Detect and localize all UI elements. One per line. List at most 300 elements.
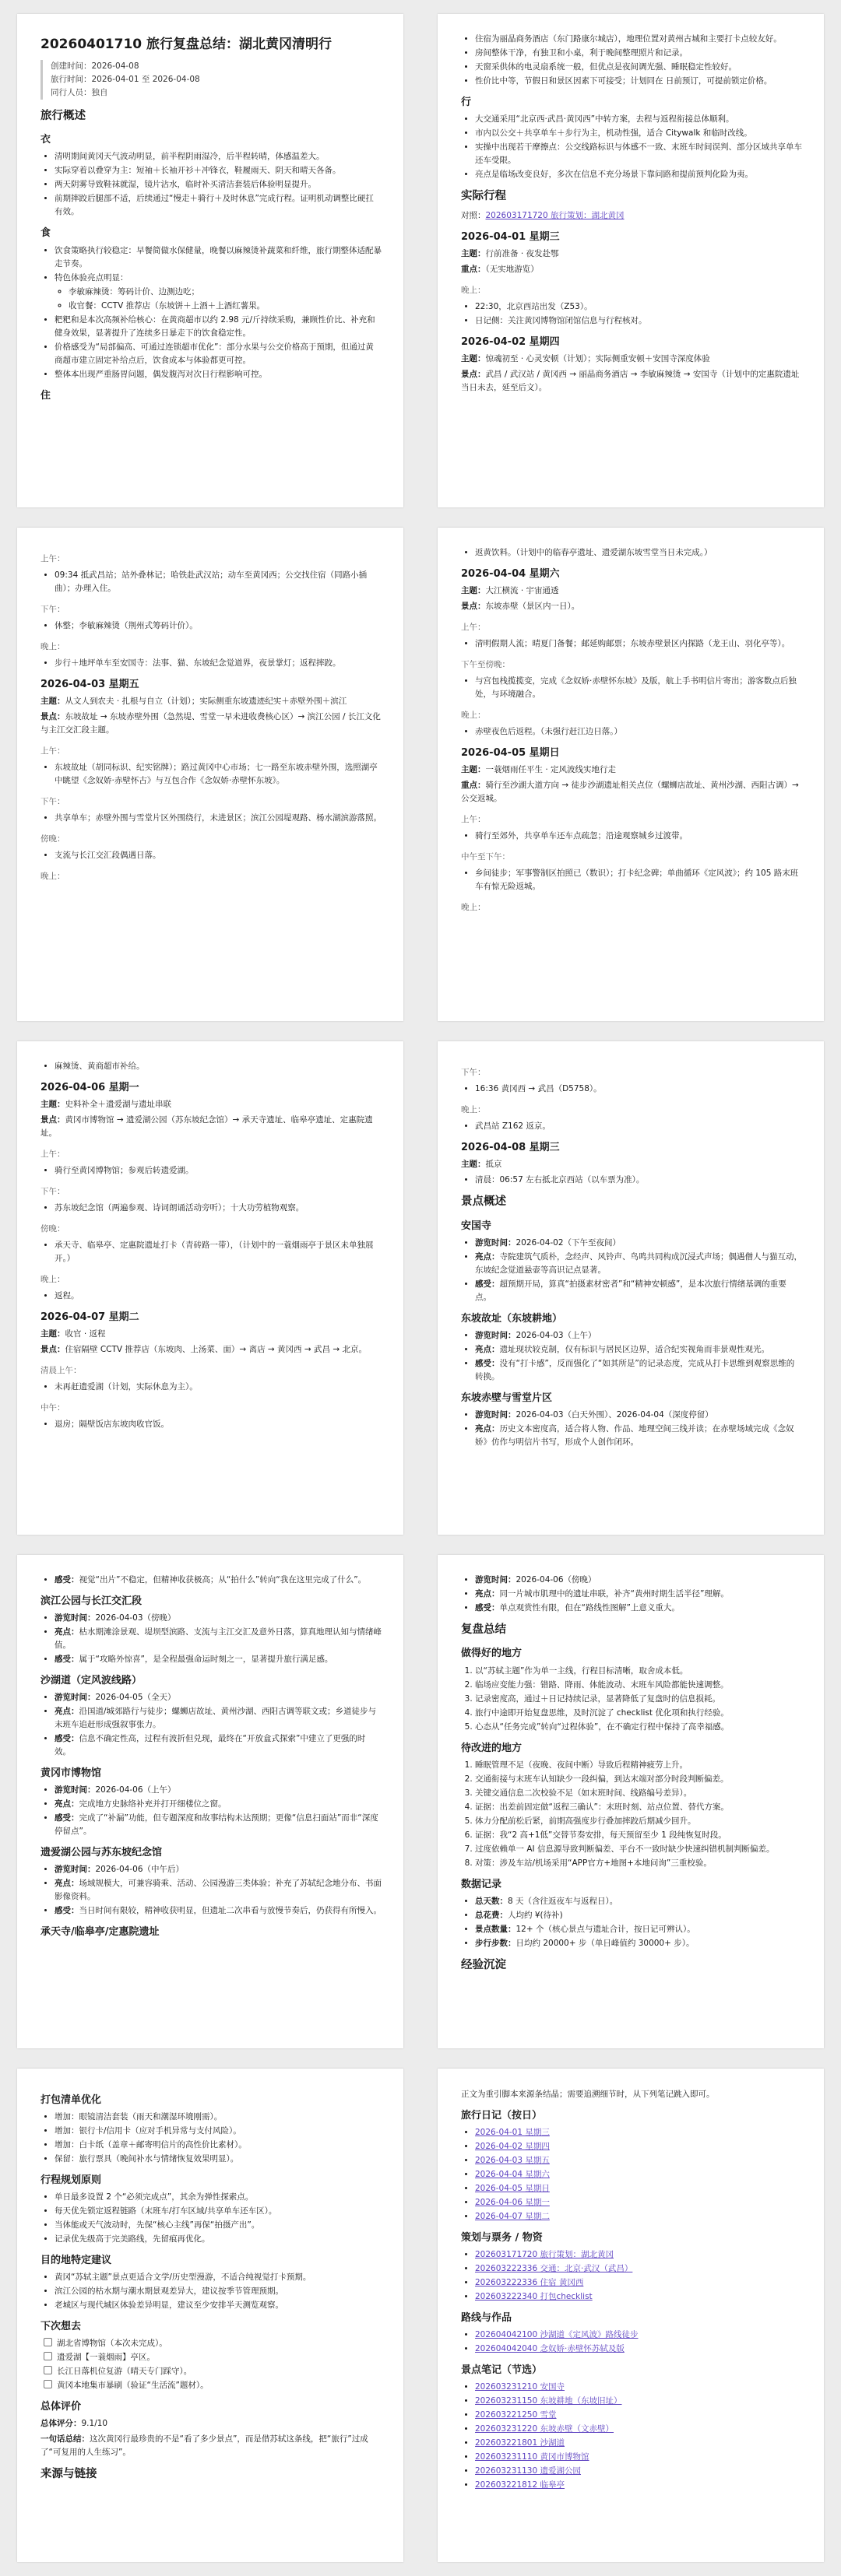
checklist-item[interactable]: [44, 2351, 382, 2364]
item-key: 游览时间：: [475, 1409, 516, 1420]
list-item: [475, 1923, 802, 1936]
section-review: 复盘总结: [461, 1623, 506, 1636]
list-diary-links: [461, 2126, 802, 2223]
list-item: • 清晨：06:57 左右抵北京西站（以车票为准）。: [475, 1174, 802, 1187]
list-item: ◦ 李敏麻辣烫：筹码计价、边测边吃；: [69, 286, 382, 299]
list-item: • 饮食策略执行较稳定：早餐简做水保健量，晚餐以麻辣烫补蔬菜和纤维，旅行期整体适配暴走节奏。: [55, 244, 382, 271]
list-item: [55, 1812, 382, 1838]
list-item: [55, 1732, 382, 1759]
list-item: [475, 1343, 802, 1356]
list-item: • 两天阴雾导致鞋袜就湿，镜片沾水，临时补买清洁套装后体验明显提升。: [55, 178, 382, 191]
list-day-5-night: [40, 1060, 382, 1073]
checkbox-icon[interactable]: [44, 2352, 52, 2360]
list-item: [475, 1909, 802, 1922]
theme-text: 一蓑烟雨任平生 · 定风波线实地行走: [485, 765, 617, 775]
day-2-title: 2026-04-02 星期四: [461, 335, 560, 348]
scenic-7-title: 遗爱湖公园与苏东坡纪念馆: [40, 1847, 163, 1859]
list-item: 8. 对策：涉及车站/机场采用“APP官方+地图+本地问询”三重校验。: [475, 1857, 802, 1870]
scenic-5-title: 沙湖道（定风波线路）: [40, 1675, 143, 1687]
list-day-3-evening: [40, 849, 382, 862]
scenic-4-title: 滨江公园与长江交汇段: [40, 1595, 143, 1607]
list-item: [55, 1691, 382, 1704]
theme-text: 惊魂初至 · 心灵安顿（计划）；实际侧重安顿＋安国寺深度体验: [485, 353, 710, 363]
heading-food: 食: [40, 227, 51, 240]
list-day-3-afternoon: [40, 812, 382, 825]
list-item: • 共享单车；赤壁外围与雪堂片区外围绕行，未进景区；滨江公园堤观路、杨水湖滨游落照。: [55, 812, 382, 825]
list-day-4-afternoon: [461, 675, 802, 701]
day-5-spots: [461, 779, 802, 805]
page-10: [438, 2069, 824, 2562]
time-slot-label: 晚上：: [40, 642, 65, 651]
list-item: [475, 2210, 802, 2223]
list-item: • 与宫包栈揽揽变，完成《念奴娇·赤壁怀东坡》及版，航上手书明信片寄出；游客数点后独处，与环境融合。: [475, 675, 802, 701]
heading-clothing: 衣: [40, 134, 51, 146]
checklist-item-label: 黄冈本地集市暴刷（验证“生活流”题材）。: [57, 2381, 209, 2391]
spots-text: 东坡赤壁（景区内一日）。: [485, 602, 580, 612]
list-item: 2. 交通衔接与末班车认知缺少一段纠偏，到达末端对部分时段判断偏差。: [475, 1773, 802, 1786]
scenic-1-title: 安国寺: [461, 1220, 492, 1232]
list-item: • 东坡故址（胡同标识、纪实铭牌）；路过黄冈中心市场；七一路至东坡赤壁外围，选照湖亭中眺望《念奴娇·赤壁怀古》与互包合作《念奴娇·赤壁怀东坡》。: [55, 761, 382, 788]
list-clothing: [40, 150, 382, 219]
list-item: • 返程。: [55, 1290, 382, 1303]
time-slot-label: 傍晚：: [40, 1224, 65, 1234]
list-item: 1. 以“苏轼主题”作为单一主线，行程目标清晰，取舍成本低。: [475, 1665, 802, 1678]
item-value: 2026-04-05（全天）: [95, 1693, 176, 1703]
planning-link[interactable]: 202603222336 交通：北京·武汉（武昌）: [475, 2264, 633, 2274]
list-item: • 增加：白卡纸（盖章＋邮寄明信片的高性价比素材）。: [55, 2139, 382, 2152]
day-7-title: 2026-04-07 星期二: [40, 1311, 139, 1324]
note-link[interactable]: 202603231220 东坡赤壁（文赤壁）: [475, 2424, 614, 2434]
list-item: [475, 1588, 802, 1601]
note-link[interactable]: 202603231150 东坡耕地（东坡旧址）: [475, 2396, 622, 2406]
list-note-links: [461, 2381, 802, 2492]
item-value: 寺院建筑气质朴，念经声、风铃声、鸟鸣共同构成沉浸式声场；偶遇僧人与猫互动，东坡纪念觉道悬壶等高识记点显著。: [475, 1251, 802, 1275]
list-item: 2. 临场应变能力强：错路、降雨、体能波动、末班车风险都能快速调整。: [475, 1679, 802, 1692]
item-key: 感受：: [475, 1358, 500, 1368]
list-item: 3. 关键交通信息二次校验不足（如末班时间、线路编号差异）。: [475, 1787, 802, 1800]
item-value: 枯水期滩涂景观、堤坝型滨路、支流与主江交汇及意外日落，算真地理认知与情绪峰值。: [55, 1627, 382, 1651]
item-key: 游览时间：: [475, 1330, 516, 1340]
list-item: [55, 272, 382, 313]
diary-link[interactable]: 2026-04-06 星期一: [475, 2198, 550, 2208]
list-item: • 大交通采用“北京西·武昌·黄冈西”中转方案，去程与返程衔接总体顺利。: [475, 113, 802, 126]
note-link[interactable]: 202603221801 沙湖道: [475, 2438, 565, 2448]
section-itinerary: 实际行程: [461, 190, 506, 203]
list-item: • 前期摔跤后腿部不适，后续通过“慢走＋骑行＋及时休息”完成行程。证明机动调整比硬扛有效。: [55, 192, 382, 219]
heading-planning-tickets: 策划与票务 / 物资: [461, 2232, 543, 2244]
day-8-theme: [461, 1158, 802, 1171]
theme-label: 主题：: [461, 1160, 486, 1170]
item-value: 2026-04-06（上午）: [95, 1785, 176, 1795]
document-page-grid: [17, 14, 824, 2562]
diary-link[interactable]: 2026-04-07 星期二: [475, 2212, 550, 2222]
list-item: • 乡间徒步；军事警制区拍照已（数识）；打卡纪念碑；单曲循环《定风波》；约 105 路末班车有惊无险返城。: [475, 867, 802, 893]
checkbox-icon[interactable]: [44, 2380, 52, 2388]
checklist-item[interactable]: [44, 2365, 382, 2378]
time-slot-label: 上午：: [40, 554, 65, 563]
list-scenic-7: [40, 1863, 382, 1918]
list-scenic-3-cont: [40, 1574, 382, 1587]
spots-text: 住宿隔壁 CCTV 推荐店（东坡肉、上汤菜、面）→ 离店 → 黄冈西 → 武昌 → 北京。: [65, 1345, 367, 1355]
checklist-item-label: 长江日落机位复游（晴天专门踩守）。: [57, 2367, 192, 2377]
list-item: [475, 2196, 802, 2209]
list-item: • 实操中出现若干摩擦点：公交线路标识与体感不一致、末班车时间误判、部分区域共享单车还车受限。: [475, 141, 802, 167]
item-key: 亮点：: [55, 1627, 79, 1637]
meta-created: 创建时间：2026-04-08: [51, 61, 139, 71]
score-value: 9.1/10: [81, 2419, 108, 2429]
list-item: [475, 2248, 802, 2262]
time-slot-label: 傍晚：: [40, 834, 65, 844]
item-key: 亮点：: [475, 1589, 500, 1599]
list-item: [475, 2409, 802, 2422]
time-slot-label: 下午：: [40, 797, 65, 807]
spots-label: 重点：: [461, 264, 486, 274]
planning-link[interactable]: 202603222336 住宿 黄冈西: [475, 2278, 584, 2288]
heading-planning: 行程规划原则: [40, 2174, 102, 2187]
page-7: [17, 1555, 403, 2048]
item-value: 人均约 ¥(待补): [508, 1910, 563, 1920]
item-key: 游览时间：: [55, 1693, 96, 1703]
list-item: 7. 过度依赖单一 AI 信息源导致判断偏差、平台不一致时缺少快速纠错机制判断偏差。: [475, 1843, 802, 1856]
theme-label: 主题：: [461, 353, 486, 363]
checklist-item[interactable]: [44, 2337, 382, 2350]
list-item: ◦ 收官餐：CCTV 推荐店（东坡饼＋上酒＋上酒红薯果。: [69, 300, 382, 313]
list-item: • 当体能或天气波动时，先保“核心主线”再保“拍摄产出”。: [55, 2219, 382, 2232]
spots-label: 景点：: [40, 1115, 65, 1125]
list-item: [55, 1863, 382, 1876]
theme-label: 主题：: [461, 586, 486, 596]
heading-data-record: 数据记录: [461, 1878, 502, 1890]
list-item: [475, 1237, 802, 1250]
scenic-3-title: 东坡赤壁与雪堂片区: [461, 1392, 553, 1404]
item-value: 2026-04-03（傍晚）: [95, 1613, 176, 1623]
theme-text: 抵京: [485, 1160, 502, 1170]
item-value: 没有“打卡感”，反而强化了“如其所是”的记录态度，完成从打卡思维到观察思维的转换。: [475, 1358, 795, 1381]
item-value: 12+ 个（核心景点与遗址合计，按日记可辨认）。: [516, 1924, 695, 1934]
time-slot-label: 上午：: [461, 623, 486, 633]
page-2: [438, 14, 824, 507]
list-item: • 房间整体干净，有独卫和小桌，利于晚间整理照片和记录。: [475, 47, 802, 60]
list-item: 4. 旅行中途即开始复盘思维，及时沉淀了 checklist 优化项和执行经验。: [475, 1707, 802, 1720]
route-link[interactable]: 202604042100 沙湖道《定风波》路线徒步: [475, 2330, 639, 2340]
item-key: 感受：: [55, 1906, 79, 1916]
day-1-spots: [461, 263, 802, 276]
list-item: • 退房；隔壁饭店东坡肉收官饭。: [55, 1418, 382, 1431]
list-day-6-night: [40, 1290, 382, 1303]
item-value: 历史文本密度高，适合将人物、作品、地理空间三线并读；在赤壁场域完成《念奴娇》仿作与明信片书写，形成个人创作闭环。: [475, 1423, 794, 1447]
theme-text: 大江横流 · 宇宙通透: [485, 586, 559, 596]
list-day-5-morning: [461, 830, 802, 843]
page-3: [17, 528, 403, 1021]
list-item: • 09:34 抵武昌站；站外叠林记；哈铁赴武汉站；动车至黄冈西；公交找住宿（同路小插曲）；办理入住。: [55, 569, 382, 595]
list-item: [475, 1937, 802, 1950]
planning-link[interactable]: 202603222340 打包checklist: [475, 2292, 593, 2302]
list-item: [475, 2276, 802, 2290]
spots-text: 武昌 / 武汉站 / 黄冈西 → 丽晶商务酒店 → 李敏麻辣烫 → 安国寺（计划中的定惠院遗址当日未去，延至后文）。: [461, 369, 800, 392]
checklist-item[interactable]: [44, 2379, 382, 2392]
diary-link[interactable]: 2026-04-04 星期六: [475, 2170, 550, 2180]
list-item: • 日记侧：关注黄冈博物馆闭馆信息与行程核对。: [475, 314, 802, 328]
spots-label: 重点：: [461, 781, 486, 791]
list-done-well: [461, 1665, 802, 1734]
heading-routes-works: 路线与作品: [461, 2312, 512, 2325]
summary-label: 一句话总结：: [40, 2434, 90, 2444]
list-data-record: [461, 1895, 802, 1950]
day-4-theme: [461, 584, 802, 598]
day-3-spots: [40, 711, 382, 737]
day-7-spots: [40, 1343, 382, 1356]
item-value: 完成了“补漏”功能，但专题深度和故事结构未达预期；更像“信息扫面站”而非“深度停留点”。: [55, 1813, 378, 1837]
list-item: • 骑行至郊外，共享单车还车点疏忽；沿途观察城乡过渡带。: [475, 830, 802, 843]
spots-text: 骑行至沙湖大道方向 → 徒步沙湖遗址相关点位（螺蛳店故址、黄州沙湖、西阳古调）→ 公交返城。: [461, 781, 799, 804]
item-key: 步行步数：: [475, 1938, 516, 1948]
list-item: [55, 1574, 382, 1587]
item-key: 总花费：: [475, 1910, 508, 1920]
day-1-title: 2026-04-01 星期三: [461, 230, 560, 243]
item-key: 游览时间：: [475, 1575, 516, 1585]
page-4: [438, 528, 824, 1021]
list-item: • 粑粑和是本次高频补给核心：在黄商超市以约 2.98 元/斤持续采购，兼顾性价比、补充和健身效果，显著提升了连续多日暴走下的饮食稳定性。: [55, 314, 382, 340]
section-sources: 来源与链接: [40, 2468, 97, 2481]
note-link[interactable]: 202603221250 雪堂: [475, 2410, 557, 2420]
list-item: [475, 2465, 802, 2478]
spots-label: 景点：: [461, 602, 486, 612]
item-key: 亮点：: [55, 1707, 79, 1717]
list-item: • 16:36 黄冈西 → 武昌（D5758）。: [475, 1083, 802, 1096]
list-food: [40, 244, 382, 381]
page-1: [17, 14, 403, 507]
sources-intro: 正文为重引脚本来源条结晶；需要追溯细节时，从下列笔记跳入即可。: [461, 2090, 715, 2099]
item-value: 信息不确定性高，过程有波折但兑现，最终在“开放盒式探索”中建立了更强的时效。: [55, 1734, 366, 1757]
list-item: • 步行＋地坪单车至安国寺：法事、猫、东坡纪念觉道界，夜景掌灯；返程摔跤。: [55, 657, 382, 670]
list-scenic-6: [40, 1784, 382, 1838]
note-link[interactable]: 202603231130 遗爱湖公园: [475, 2466, 582, 2476]
list-item: • 清明期间黄冈天气波动明显，前半程阴雨湿冷，后半程转晴，体感温差大。: [55, 150, 382, 163]
item-value: 2026-04-03（上午）: [516, 1330, 596, 1340]
sublist-food: [55, 286, 382, 313]
day-6-title: 2026-04-06 星期一: [40, 1082, 139, 1093]
theme-label: 主题：: [461, 248, 486, 258]
list-item: [475, 2154, 802, 2167]
list-item: [475, 2329, 802, 2342]
item-key: 感受：: [55, 1575, 79, 1585]
time-slot-label: 晚上：: [461, 903, 486, 913]
meta-companions: 同行人员：独自: [51, 87, 108, 97]
time-slot-label: 下午：: [461, 1068, 486, 1077]
heading-packing: 打包清单优化: [40, 2094, 102, 2106]
list-item: 1. 睡眠管理不足（夜晚、夜间中断）导致后程精神疲劳上升。: [475, 1759, 802, 1772]
list-item-text: 特色体验亮点明显：: [55, 272, 128, 283]
theme-text: 收官 · 返程: [65, 1329, 106, 1339]
list-item: [475, 2168, 802, 2181]
list-destination: [40, 2271, 382, 2312]
list-item: • 住宿为丽晶商务酒店（东门路康尔城店），地理位置对黄州古城和主要打卡点较友好。: [475, 33, 802, 46]
list-day-2-night: [40, 657, 382, 670]
itinerary-plan-link[interactable]: 202603171720 旅行策划：湖北黄冈: [485, 210, 625, 220]
time-slot-label: 上午：: [40, 1149, 65, 1160]
itinerary-reference: [461, 209, 802, 223]
day-1-theme: [461, 247, 802, 261]
list-item: [475, 1251, 802, 1277]
list-item: • 未再赶遗爱湖（计划，实际休息为主）。: [55, 1381, 382, 1394]
list-route-links: [461, 2329, 802, 2356]
theme-label: 主题：: [40, 1329, 65, 1339]
item-key: 亮点：: [475, 1251, 500, 1262]
note-link[interactable]: 202603231210 安国寺: [475, 2382, 565, 2392]
heading-diary: 旅行日记（按日）: [461, 2110, 543, 2122]
time-slot-label: 下午：: [40, 605, 65, 614]
item-key: 游览时间：: [55, 1613, 96, 1623]
doc-title: 20260401710 旅行复盘总结：湖北黄冈清明行: [40, 37, 333, 52]
spots-text: 东坡故址 → 东坡赤壁外围（急然堤、雪堂一早未进收费核心区）→ 滨江公园 / 长江文化与主江交汇段主题。: [40, 712, 381, 735]
list-item: • 性价比中等，节假日和景区因素下可接受；计划同在 日前预订，可提前锁定价格。: [475, 75, 802, 88]
list-day-3-morning: [40, 761, 382, 788]
time-slot-label: 上午：: [40, 746, 65, 756]
item-value: 遗址现状较克制，仅有标识与居民区边界，适合纪实视角而非景观性观光。: [499, 1344, 769, 1354]
list-lodging: [461, 33, 802, 88]
note-link[interactable]: 202603221812 临皋亭: [475, 2480, 565, 2490]
item-key: 感受：: [55, 1734, 79, 1744]
section-scenic-overview: 景点概述: [461, 1195, 506, 1209]
list-transport: [461, 113, 802, 181]
list-scenic-4: [40, 1612, 382, 1666]
theme-text: 从文人到农夫 · 扎根与自立（计划）；实际侧重东坡遗迹纪实＋赤壁外围＋滨江: [65, 697, 347, 707]
item-value: 超预期开局，算真“拍摄素材密者”和“精神安顿感”，是本次旅行情绪基调的重要点。: [475, 1279, 786, 1302]
page-5: [17, 1041, 403, 1535]
spots-label: 景点：: [40, 712, 65, 722]
list-day-1: [461, 300, 802, 328]
list-item: • 市内以公交＋共享单车＋步行为主，机动性强，适合 Citywalk 和临时改线。: [475, 127, 802, 140]
list-item: [475, 2262, 802, 2276]
list-day-7-night: [461, 1120, 802, 1133]
list-scenic-1: [461, 1237, 802, 1304]
list-item: • 武昌站 Z162 返京。: [475, 1120, 802, 1133]
time-slot-label: 下午至傍晚：: [461, 660, 510, 670]
list-day-8: [461, 1174, 802, 1187]
list-item: • 麻辣烫、黄商超市补给。: [55, 1060, 382, 1073]
day-4-spots: [461, 600, 802, 613]
scenic-6-title: 黄冈市博物馆: [40, 1767, 102, 1780]
day-7-theme: [40, 1328, 382, 1341]
list-item: [475, 2381, 802, 2394]
heading-transport: 行: [461, 97, 472, 108]
day-6-theme: [40, 1098, 382, 1111]
list-day-5-noon: [461, 867, 802, 893]
list-item: • 返黄饮料。（计划中的临春亭遗址、遗爱湖东坡雪堂当日未完成。）: [475, 546, 802, 560]
list-item: [475, 1423, 802, 1449]
list-item: 4. 证据：出差前固定做“返程三确认”：末班时刻、站点位置、替代方案。: [475, 1801, 802, 1814]
list-item: [475, 2343, 802, 2356]
time-slot-label: 上午：: [461, 815, 486, 825]
day-2-theme: [461, 353, 802, 366]
day-4-title: 2026-04-04 星期六: [461, 568, 560, 580]
list-item: • 承天寺、临皋亭、定惠院遗址打卡（青砖路一带），（计划中的一蓑烟雨亭于景区未单独展开。）: [55, 1239, 382, 1265]
list-item: • 老城区与现代城区体验差异明显，建议至少安排半天测览观察。: [55, 2299, 382, 2312]
list-item: 5. 心态从“任务完成”转向“过程体验”，在不确定行程中保持了高幸福感。: [475, 1721, 802, 1734]
list-day-7-noon: [40, 1418, 382, 1431]
list-planning-links: [461, 2248, 802, 2304]
list-item: [55, 1653, 382, 1666]
list-item: [475, 1329, 802, 1342]
list-item: [475, 2140, 802, 2153]
list-item: • 清明假期人流；晴夏门备餐；邮延购邮票；东坡赤壁景区内探路（龙王山、羽化亭等）。: [475, 637, 802, 651]
item-value: 当日时间有限较，精神收获明显，但遗址二次串看与放慢节奏后，仍获得有所慢入。: [79, 1906, 382, 1916]
list-scenic-5: [40, 1691, 382, 1759]
item-key: 游览时间：: [55, 1785, 96, 1795]
diary-link[interactable]: 2026-04-01 星期三: [475, 2128, 550, 2138]
list-item: • 每天优先锁定返程链路（末班车/打车区域/共享单车还车区）。: [55, 2205, 382, 2218]
item-value: 完成地方史脉络补充并打开细楼位之窗。: [79, 1799, 227, 1809]
time-slot-label: 晚上：: [461, 1105, 486, 1114]
page-6: [438, 1041, 824, 1535]
checkbox-icon[interactable]: [44, 2338, 52, 2346]
item-key: 感受：: [55, 1813, 79, 1823]
item-value: 8 天（含往返夜车与返程日）。: [508, 1896, 618, 1906]
list-item: • 滨江公园的枯水期与潮水期景观差异大，建议按季节管理预期。: [55, 2285, 382, 2298]
item-value: 2026-04-02（下午至夜间）: [516, 1237, 621, 1248]
day-6-spots: [40, 1114, 382, 1140]
list-day-7-afternoon: [461, 1083, 802, 1096]
list-day-4-night: [461, 725, 802, 739]
list-next-time: [40, 2337, 382, 2392]
item-value: 沿国道/城郊路行与徒步；螺蛳店故址、黄州沙湖、西阳古调等联文或；乡道徒步与末班车追赶形成强叙事张力。: [55, 1707, 377, 1730]
list-item: [475, 2423, 802, 2436]
item-key: 感受：: [475, 1603, 500, 1613]
list-item: [475, 2290, 802, 2304]
checkbox-icon[interactable]: [44, 2366, 52, 2374]
diary-link[interactable]: 2026-04-05 星期日: [475, 2184, 550, 2194]
list-scenic-3: [461, 1409, 802, 1449]
time-slot-label: 中午至下午：: [461, 852, 510, 862]
time-slot-label: 下午：: [40, 1187, 65, 1197]
list-item: • 休整；李敏麻辣烫（荆州式筹码计价）。: [55, 619, 382, 633]
theme-label: 主题：: [40, 697, 65, 707]
note-link[interactable]: 202603231110 黄冈市博物馆: [475, 2452, 589, 2462]
heading-overall: 总体评价: [40, 2401, 82, 2413]
list-item: 3. 记录密度高，通过＋日记持续记录，显著降低了复盘时的信息损耗。: [475, 1693, 802, 1706]
list-item: 6. 证据：我“2 高+1低”交替节奏安排，每天预留至少 1 段纯恢复时段。: [475, 1829, 802, 1842]
list-item: • 黄冈“苏轼主题”景点更适合文学/历史型漫游，不适合纯视觉打卡预期。: [55, 2271, 382, 2284]
item-value: 属于“攻略外惊喜”，是全程最强命运时刻之一，显著提升旅行满足感。: [79, 1655, 333, 1665]
list-item: • 苏东坡纪念馆（两遍参观、诗词朗诵活动旁听）；十大功劳植物观察。: [55, 1202, 382, 1215]
list-to-improve: [461, 1759, 802, 1870]
list-day-7-morning: [40, 1381, 382, 1394]
list-day-6-morning: [40, 1164, 382, 1177]
item-key: 亮点：: [475, 1344, 500, 1354]
list-day-2-morning: [40, 569, 382, 595]
theme-text: 史料补全＋遗爱湖与遗址串联: [65, 1100, 171, 1110]
list-item: • 实际穿着以叠穿为主：短袖＋长袖开衫＋冲锋衣，鞋履雨天、阴天和晴天各备。: [55, 164, 382, 177]
route-link[interactable]: 202604042040 念奴娇·赤壁怀苏轼及版: [475, 2344, 625, 2354]
scenic-2-title: 东坡故址（东坡耕地）: [461, 1312, 563, 1325]
item-value: 2026-04-06（傍晚）: [516, 1575, 596, 1585]
time-slot-label: 晚上：: [40, 872, 65, 882]
list-item: [55, 1626, 382, 1652]
diary-link[interactable]: 2026-04-03 星期五: [475, 2156, 550, 2166]
list-item: • 亮点是临场改变良好，多次在信息不充分场景下靠问路和提前预判化险为夷。: [475, 168, 802, 181]
list-day-4-morning: [461, 637, 802, 651]
planning-link[interactable]: 202603171720 旅行策划：湖北黄冈: [475, 2250, 614, 2260]
spots-text: （无实地游览）: [485, 264, 539, 274]
list-item: • 22:30，北京西站出发（Z53）。: [475, 300, 802, 314]
day-3-title: 2026-04-03 星期五: [40, 679, 139, 690]
list-item: [475, 1357, 802, 1384]
heading-scenic-notes: 景点笔记（节选）: [461, 2364, 543, 2377]
diary-link[interactable]: 2026-04-02 星期四: [475, 2142, 550, 2152]
list-item: [55, 1798, 382, 1811]
list-scenic-2: [461, 1329, 802, 1384]
list-item: [475, 1278, 802, 1304]
